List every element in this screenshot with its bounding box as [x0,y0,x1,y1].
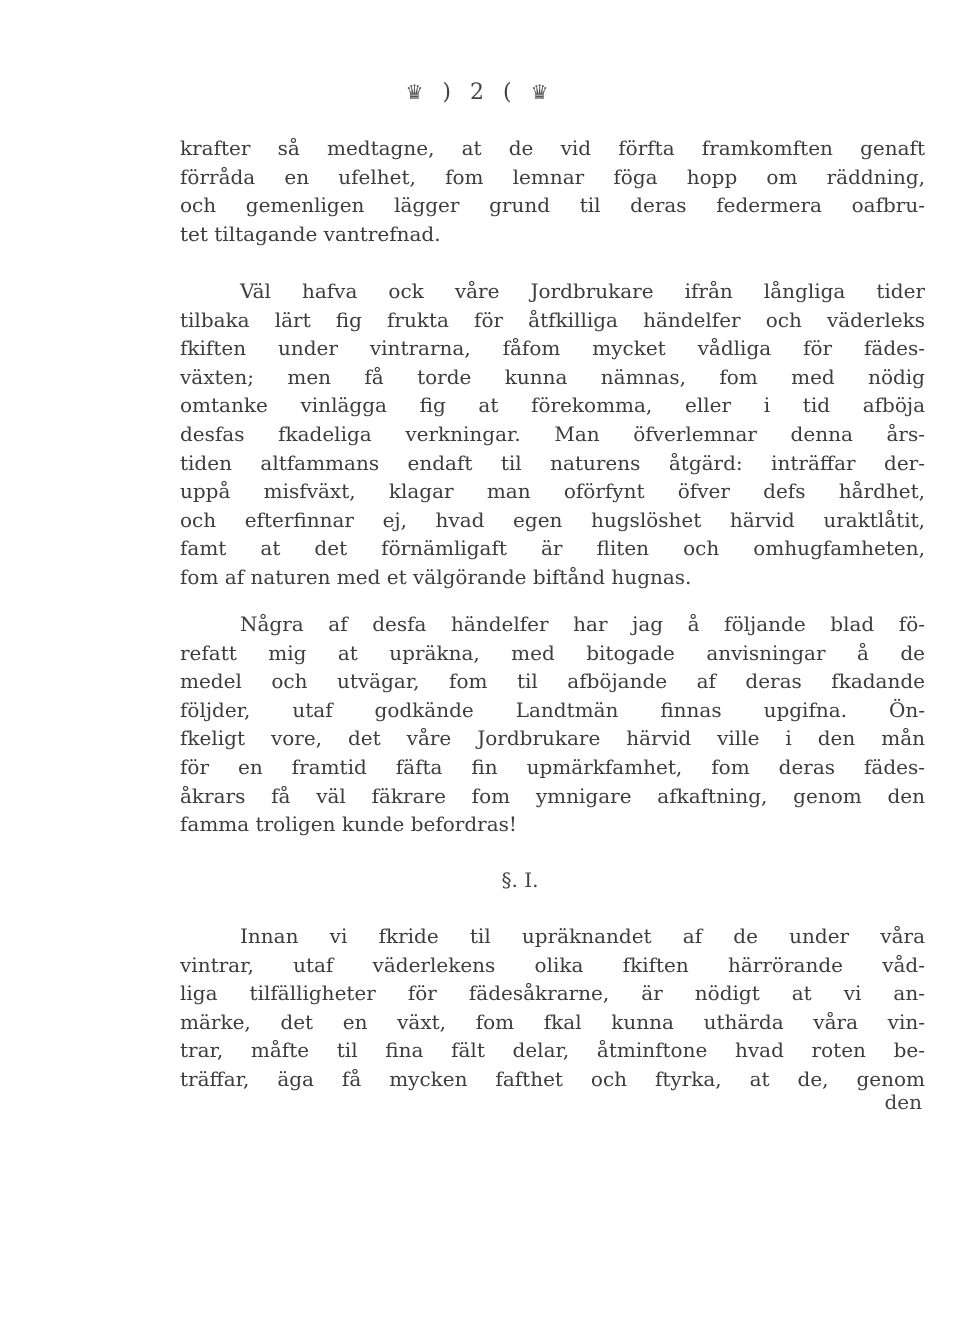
text-line: vintrar, utaf väderlekens olika fkiften härrörande våd- [180,952,925,977]
text-line: åkrars få väl fäkrare fom ymnigare afkaftning, genom den [180,783,925,808]
text-line: förråda en ufelhet, fom lemnar föga hopp om räddning, [180,164,925,189]
text-line: trar, måfte til fina fält delar, åtminftone hvad roten be- [180,1038,925,1063]
section-paragraph [180,922,925,1094]
text-line: medel och utvägar, fom til afböjande af deras fkadande [180,669,925,694]
paragraph-3 [180,610,925,839]
text-line: Innan vi fkride til upräknandet af de under våra [240,924,925,948]
text-line: uppå misfväxt, klagar man oförfynt öfver defs hårdhet, [180,479,925,504]
text-line: tilbaka lärt fig frukta för åtfkilliga händelfer och väderleks [180,307,925,332]
paragraph-1 [180,134,925,248]
text-line: och efterfinnar ej, hvad egen hugslöshet härvid uraktlåtit, [180,507,925,532]
paragraph-2 [180,277,925,592]
text-line: fkiften under vintrarna, fåfom mycket vådliga för fädes- [180,336,925,361]
text-line: följder, utaf godkände Landtmän finnas upgifna. Ön- [180,697,925,722]
text-line: för en framtid fäfta fin upmärkfamhet, fom deras fädes- [180,754,925,779]
text-line: famt at det förnämligaft är fliten och omhugfamheten, [180,536,925,561]
page-number: ) 2 ( [442,80,518,105]
text-line: desfas fkadeliga verkningar. Man öfverlemnar denna års- [180,421,925,446]
text-line: Några af desfa händelfer har jag å följande blad fö- [240,612,925,636]
text-line: famma troligen kunde befordras! [180,812,517,837]
catchword: den [884,1090,922,1114]
text-line: tet tiltagande vantrefnad. [180,221,441,246]
text-line: krafter så medtagne, at de vid förfta framkomften genaft [180,136,925,160]
crown-ornament-right: ♛ [530,80,555,104]
text-line: fkeligt vore, det våre Jordbrukare härvid ville i den mån [180,726,925,751]
text-line: fom af naturen med et välgörande biftånd hugnas. [180,564,692,589]
text-line: liga tilfälligheter för fädesåkrarne, är nödigt at vi an- [180,981,925,1006]
text-line: Väl hafva ock våre Jordbrukare ifrån långliga tider [240,279,925,303]
page-header [0,80,960,105]
text-line: träffar, äga få mycken fafthet och ftyrka, at de, genom [180,1066,925,1091]
text-line: tiden altfammans endaft til naturens åtgärd: inträffar der- [180,450,925,475]
text-line: och gemenligen lägger grund til deras federmera oafbru- [180,193,925,218]
text-line: märke, det en växt, fom fkal kunna uthärda våra vin- [180,1009,925,1034]
crown-ornament-left: ♛ [405,80,430,104]
text-line: refatt mig at upräkna, med bitogade anvisningar å de [180,640,925,665]
section-heading: §. I. [501,868,539,892]
text-line: omtanke vinlägga fig at förekomma, eller i tid afböja [180,393,925,418]
text-line: växten; men få torde kunna nämnas, fom med nödig [180,364,925,389]
